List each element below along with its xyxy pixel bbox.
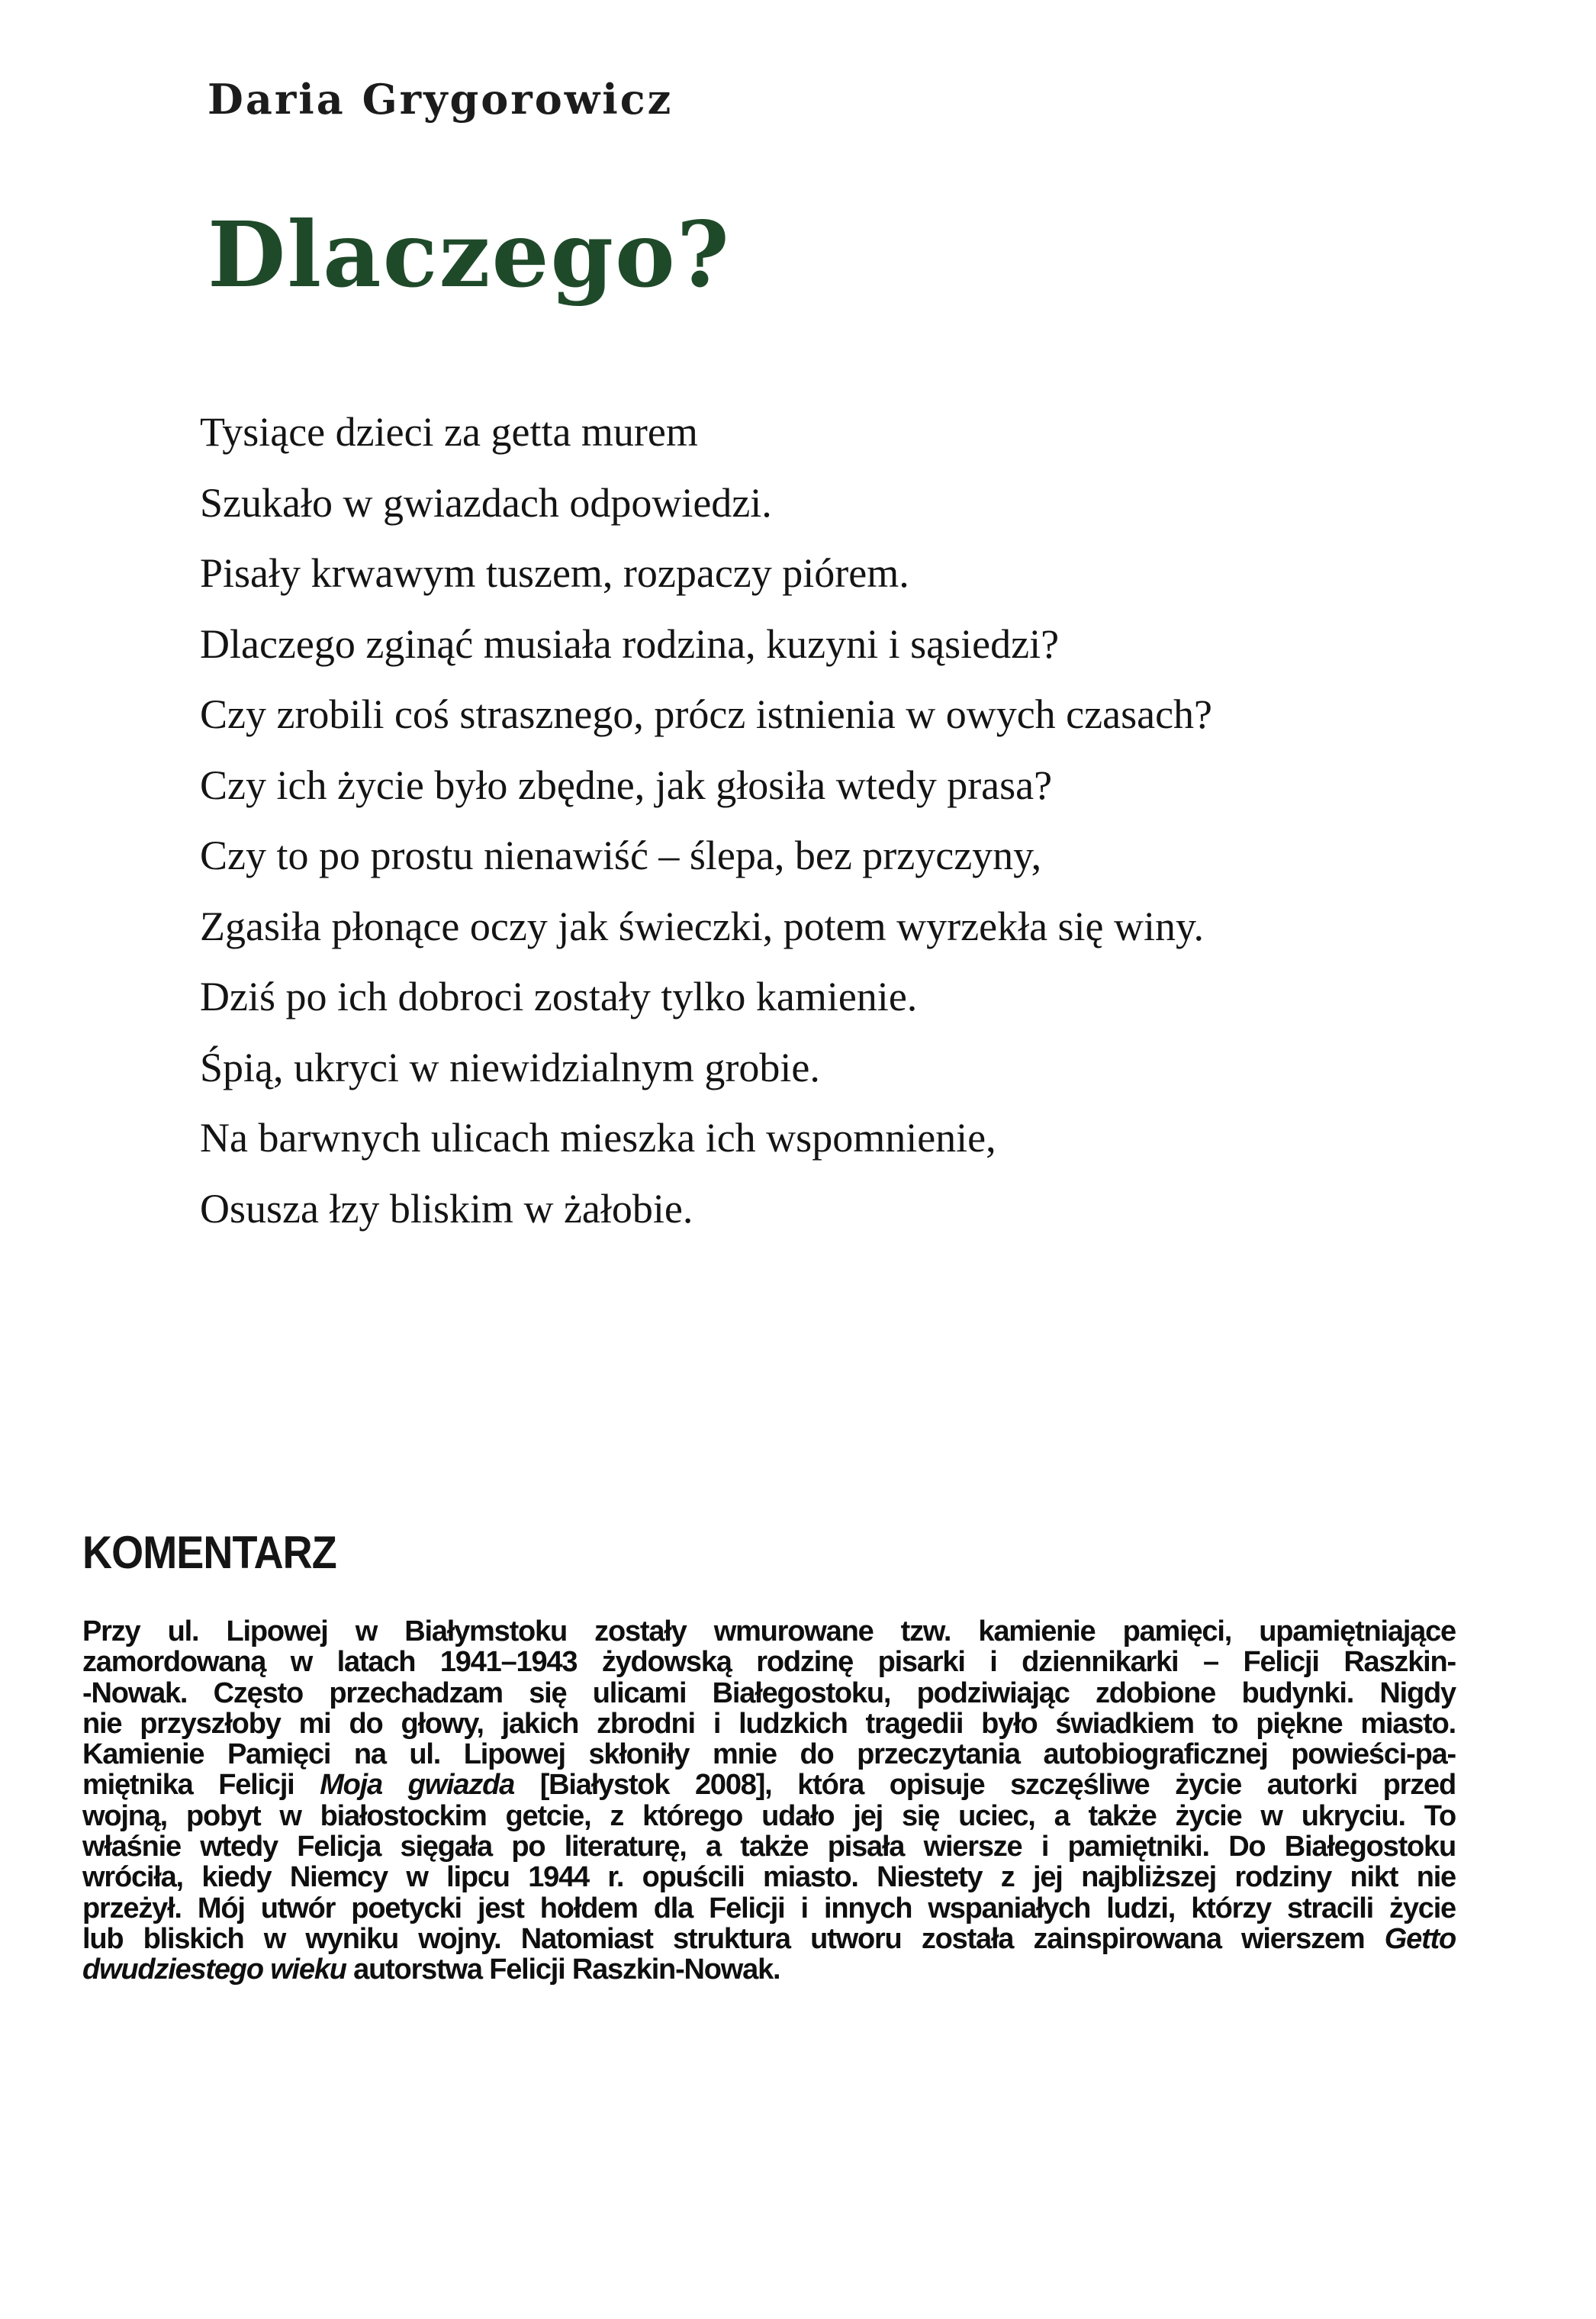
poem-line: Pisały krwawym tuszem, rozpaczy piórem. bbox=[200, 550, 909, 596]
commentary-line bbox=[82, 1678, 1456, 1709]
poem-title: Dlaczego? bbox=[208, 201, 731, 308]
commentary-text: [Białystok 2008], która opisuje szczęśliwe życie autorki przed bbox=[514, 1769, 1456, 1802]
commentary-line bbox=[82, 1801, 1456, 1831]
commentary-line bbox=[82, 1709, 1456, 1739]
commentary-line bbox=[82, 1862, 1456, 1892]
poem-line: Szukało w gwiazdach odpowiedzi. bbox=[200, 479, 772, 526]
poem-line: Dziś po ich dobroci zostały tylko kamienie. bbox=[200, 974, 918, 1019]
commentary-line bbox=[82, 1770, 1456, 1800]
author-name: Daria Grygorowicz bbox=[208, 75, 674, 124]
commentary-paragraph bbox=[82, 1616, 1456, 1986]
commentary-line bbox=[82, 1739, 1456, 1770]
book-title: Getto bbox=[1384, 1922, 1456, 1955]
book-title: dwudziestego wieku bbox=[82, 1953, 346, 1986]
commentary-line bbox=[82, 1924, 1456, 1954]
commentary-line bbox=[82, 1616, 1456, 1647]
commentary-line bbox=[82, 1647, 1456, 1677]
poem-line: Dlaczego zginąć musiała rodzina, kuzyni i sąsiedzi? bbox=[200, 620, 1060, 667]
commentary-text: przeżył. Mój utwór poetycki jest hołdem dla Felicji i innych wspaniałych ludzi, którzy stracili życie bbox=[82, 1892, 1456, 1924]
poem-line: Tysiące dzieci za getta murem bbox=[200, 409, 698, 455]
poem-line: Czy to po prostu nienawiść – ślepa, bez przyczyny, bbox=[200, 833, 1042, 878]
commentary-text: miętnika Felicji bbox=[82, 1769, 320, 1802]
commentary-line bbox=[82, 1831, 1456, 1862]
commentary-text: wojną, pobyt w białostockim getcie, z którego udało jej się uciec, a także życie w ukryciu. To bbox=[82, 1799, 1456, 1832]
commentary-line bbox=[82, 1954, 1456, 1985]
poem-line: Śpią, ukryci w niewidzialnym grobie. bbox=[200, 1044, 820, 1090]
poem-line: Czy ich życie było zbędne, jak głosiła wtedy prasa? bbox=[200, 762, 1053, 808]
poem-line: Osusza łzy bliskim w żałobie. bbox=[200, 1185, 693, 1232]
commentary-text: Kamienie Pamięci na ul. Lipowej skłoniły mnie do przeczytania autobiograficznej powieści-pa- bbox=[82, 1738, 1456, 1771]
commentary-text: Przy ul. Lipowej w Białymstoku zostały wmurowane tzw. kamienie pamięci, upamiętniające bbox=[82, 1615, 1456, 1647]
book-title: Moja gwiazda bbox=[320, 1769, 515, 1802]
commentary-text: -Nowak. Często przechadzam się ulicami Białegostoku, podziwiając zdobione budynki. Nigdy bbox=[82, 1676, 1456, 1709]
commentary-text: właśnie wtedy Felicja sięgała po literaturę, a także pisała wiersze i pamiętniki. Do Białegostoku bbox=[82, 1831, 1456, 1863]
poem-body bbox=[200, 397, 1212, 1244]
commentary-text: wróciła, kiedy Niemcy w lipcu 1944 r. opuścili miasto. Niestety z jej najbliższej rodziny nikt nie bbox=[82, 1861, 1456, 1894]
commentary-text: zamordowaną w latach 1941–1943 żydowską rodzinę pisarki i dziennikarki – Felicji Raszkin- bbox=[82, 1646, 1456, 1679]
poem-line: Na barwnych ulicach mieszka ich wspomnienie, bbox=[200, 1115, 996, 1161]
commentary-line bbox=[82, 1893, 1456, 1924]
poem-line: Czy zrobili coś strasznego, prócz istnienia w owych czasach? bbox=[200, 691, 1213, 737]
poem-line: Zgasiła płonące oczy jak świeczki, potem wyrzekła się winy. bbox=[200, 903, 1205, 949]
commentary-heading: KOMENTARZ bbox=[82, 1527, 336, 1578]
commentary-text: autorstwa Felicji Raszkin-Nowak. bbox=[346, 1953, 780, 1986]
commentary-text: lub bliskich w wyniku wojny. Natomiast struktura utworu została zainspirowana wierszem bbox=[82, 1922, 1385, 1955]
commentary-text: nie przyszłoby mi do głowy, jakich zbrodni i ludzkich tragedii było świadkiem to piękne miasto. bbox=[82, 1707, 1456, 1740]
